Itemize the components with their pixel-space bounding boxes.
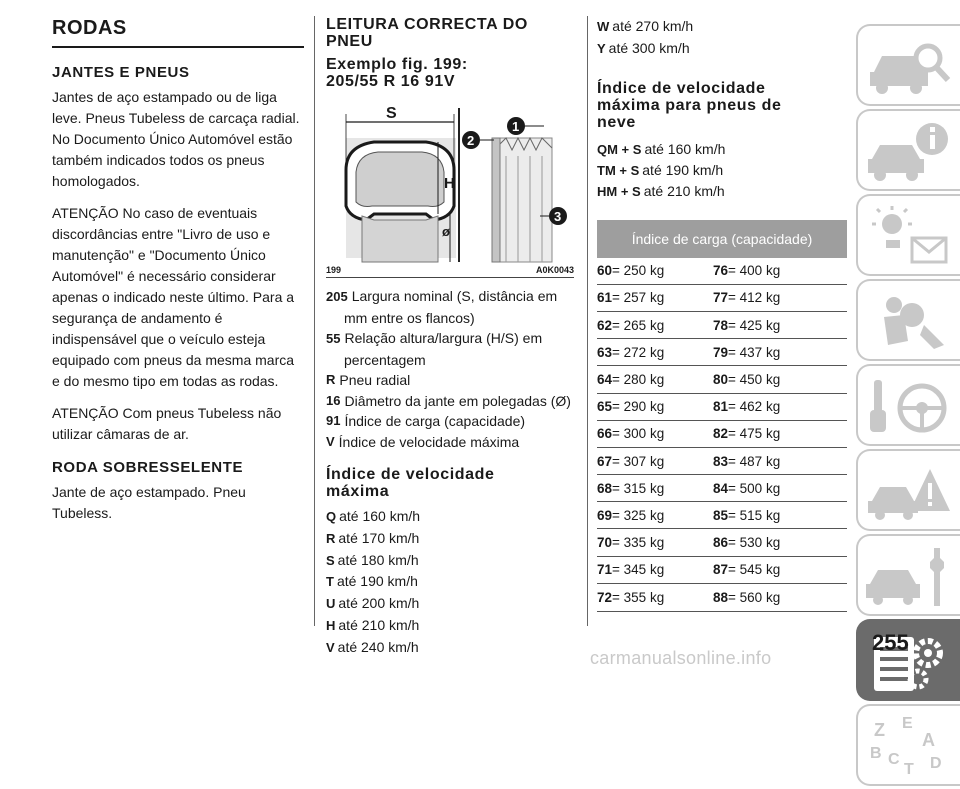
figure-caption	[326, 262, 574, 278]
load-index-cell	[713, 562, 829, 577]
load-index-key: 64	[597, 371, 613, 387]
definition-key: 55	[326, 331, 341, 346]
paragraph-warning-documents: ATENÇÃO No caso de eventuais discordâncias entre "Livro de uso e manutenção" e "Documento Único Automóvel" é necessário considerar apenas o indicado neste último. Para a segurança de andamento é indispensável que o veículo esteja equipado com pneus da mesma marca e do mesmo tipo em todas as rodas.	[52, 205, 295, 389]
figure-code: A0K0043	[535, 264, 574, 275]
load-index-value: = 515 kg	[728, 507, 781, 523]
load-index-cell	[597, 345, 713, 360]
airbag-safety-icon	[864, 285, 954, 359]
load-index-value: = 345 kg	[612, 562, 665, 578]
load-index-cell	[597, 562, 713, 577]
snow-speed-title-line2: máxima para pneus de	[597, 96, 782, 114]
load-index-key: 84	[713, 480, 729, 496]
definition-text: Diâmetro da jante em polegadas (Ø)	[344, 392, 571, 409]
page-number: 255	[872, 630, 909, 655]
load-index-key: 66	[597, 426, 613, 442]
load-index-key: 86	[713, 535, 729, 551]
load-index-row	[597, 339, 847, 366]
speed-item: U até 200 km/h	[326, 595, 420, 612]
load-index-key: 80	[713, 371, 729, 387]
paragraph-rims: Jantes de aço estampado ou de liga leve. Pneus Tubeless de carcaça radial. No Documento Único Automóvel estão também indicados todos os pneus homologados.	[52, 89, 300, 189]
speed-index-list	[326, 506, 576, 659]
paragraph-warning-tubeless: ATENÇÃO Com pneus Tubeless não utilizar câmaras de ar.	[52, 405, 282, 442]
load-index-cell	[597, 318, 713, 333]
load-index-cell	[713, 590, 829, 605]
load-index-key: 71	[597, 562, 613, 578]
load-index-key: 62	[597, 317, 613, 333]
load-index-row	[597, 394, 847, 421]
load-index-key: 77	[713, 290, 729, 306]
tab-car-maintenance[interactable]	[856, 534, 960, 616]
tab-dashboard-lights[interactable]	[856, 194, 960, 276]
tab-airbag-safety[interactable]	[856, 279, 960, 361]
definition-key: 91	[326, 413, 341, 428]
load-index-key: 61	[597, 290, 613, 306]
load-index-key: 70	[597, 535, 613, 551]
load-index-cell	[597, 590, 713, 605]
speed-item: H até 210 km/h	[326, 616, 420, 633]
subsection-title-rims-tyres: JANTES E PNEUS	[52, 64, 190, 81]
load-index-row	[597, 557, 847, 584]
definition-item	[326, 432, 576, 453]
example-title-line1: Exemplo fig. 199:	[326, 56, 468, 73]
load-index-cell	[597, 290, 713, 305]
load-index-cell	[713, 535, 829, 550]
speed-item: Y até 300 km/h	[597, 39, 690, 56]
load-index-cell	[713, 481, 829, 496]
load-index-cell	[597, 426, 713, 441]
load-index-value: = 487 kg	[728, 453, 781, 469]
callout-1: 1	[512, 119, 520, 134]
load-index-value: = 325 kg	[612, 507, 665, 523]
load-index-cell	[597, 535, 713, 550]
speed-item: S até 180 km/h	[326, 551, 419, 568]
speed-item: W até 270 km/h	[597, 18, 694, 34]
chapter-tabs-sidebar	[856, 24, 960, 789]
load-index-value: = 412 kg	[728, 290, 781, 306]
svg-text:C: C	[888, 751, 900, 768]
snow-speed-title-line3: neve	[597, 113, 636, 131]
speed-index-list-continued	[597, 16, 847, 60]
speed-item: R até 170 km/h	[326, 529, 420, 546]
load-index-value: = 450 kg	[728, 371, 781, 387]
column-tyre-reading	[326, 16, 576, 659]
tyre-cross-section-drawing	[326, 98, 574, 262]
figure-number: 199	[326, 264, 342, 275]
tab-car-info[interactable]	[856, 109, 960, 191]
paragraph-spare-wheel: Jante de aço estampado. Pneu Tubeless.	[52, 484, 246, 521]
load-index-key: 83	[713, 453, 729, 469]
load-index-key: 82	[713, 426, 729, 442]
column-divider	[314, 16, 315, 626]
definition-item	[326, 411, 576, 432]
load-index-cell	[597, 481, 713, 496]
load-index-value: = 500 kg	[728, 480, 781, 496]
load-index-value: = 462 kg	[728, 399, 781, 415]
snow-speed-title-line1: Índice de velocidade	[597, 79, 766, 97]
load-index-key: 68	[597, 480, 613, 496]
load-index-key: 69	[597, 507, 613, 523]
speed-item: V até 240 km/h	[326, 638, 419, 655]
svg-text:T: T	[904, 761, 914, 778]
load-index-row	[597, 258, 847, 285]
load-index-cell	[713, 508, 829, 523]
load-index-value: = 257 kg	[612, 290, 665, 306]
label-h: H	[444, 175, 455, 192]
label-s: S	[386, 105, 397, 122]
load-index-value: = 530 kg	[728, 535, 781, 551]
load-index-value: = 355 kg	[612, 589, 665, 605]
load-index-key: 65	[597, 399, 613, 415]
section-title: RODAS	[52, 16, 304, 48]
callout-2: 2	[467, 133, 475, 148]
definition-item	[326, 391, 576, 412]
load-index-value: = 300 kg	[612, 426, 665, 442]
load-index-row	[597, 421, 847, 448]
load-index-cell	[597, 399, 713, 414]
load-index-value: = 560 kg	[728, 589, 781, 605]
snow-speed-item: TM + S até 190 km/h	[597, 161, 724, 178]
load-index-value: = 425 kg	[728, 317, 781, 333]
load-index-value: = 280 kg	[612, 371, 665, 387]
definition-list	[326, 286, 576, 452]
definition-text: Relação altura/largura (H/S) em percentagem	[344, 330, 543, 368]
car-emergency-icon	[864, 455, 954, 529]
car-search-icon	[864, 30, 954, 104]
load-index-cell	[713, 372, 829, 387]
definition-key: 205	[326, 289, 348, 304]
load-index-value: = 272 kg	[612, 344, 665, 360]
tab-car-emergency[interactable]	[856, 449, 960, 531]
watermark: carmanualsonline.info	[590, 648, 772, 668]
load-index-cell	[713, 290, 829, 305]
load-index-cell	[713, 318, 829, 333]
tab-alphabet-index[interactable]	[856, 704, 960, 786]
load-index-row	[597, 475, 847, 502]
load-index-table-body	[597, 258, 847, 611]
speed-index-title-line2: máxima	[326, 483, 390, 500]
load-index-cell	[713, 454, 829, 469]
load-index-value: = 250 kg	[612, 263, 665, 279]
load-index-key: 88	[713, 589, 729, 605]
tab-steering-key[interactable]	[856, 364, 960, 446]
load-index-cell	[597, 508, 713, 523]
speed-item: Q até 160 km/h	[326, 508, 421, 524]
load-index-key: 85	[713, 507, 729, 523]
car-info-icon	[864, 115, 954, 189]
load-index-row	[597, 448, 847, 475]
section-title-tyre-reading: LEITURA CORRECTA DO PNEU	[326, 16, 528, 50]
load-index-value: = 335 kg	[612, 535, 665, 551]
load-index-value: = 307 kg	[612, 453, 665, 469]
snow-speed-item: HM + S até 210 km/h	[597, 182, 725, 199]
definition-text: Índice de carga (capacidade)	[344, 413, 526, 429]
speed-index-title-line1: Índice de velocidade	[326, 466, 495, 483]
definition-text: Pneu radial	[339, 372, 411, 388]
load-index-row	[597, 502, 847, 529]
column-indexes	[597, 16, 847, 631]
load-index-row	[597, 529, 847, 556]
car-maintenance-icon	[864, 540, 954, 614]
load-index-value: = 400 kg	[728, 263, 781, 279]
example-title-line2: 205/55 R 16 91V	[326, 73, 456, 90]
load-index-cell	[597, 263, 713, 278]
svg-text:B: B	[870, 745, 882, 762]
load-index-row	[597, 366, 847, 393]
load-index-value: = 475 kg	[728, 426, 781, 442]
load-index-row	[597, 312, 847, 339]
subsection-title-spare-wheel: RODA SOBRESSELENTE	[52, 459, 244, 476]
load-index-cell	[713, 263, 829, 278]
load-index-row	[597, 584, 847, 611]
load-index-row	[597, 285, 847, 312]
definition-key: 16	[326, 392, 341, 408]
definition-text: Largura nominal (S, distância em mm entre os flancos)	[344, 288, 558, 326]
definition-item	[326, 370, 576, 391]
load-index-cell	[713, 399, 829, 414]
load-index-key: 76	[713, 263, 729, 279]
tab-car-search[interactable]	[856, 24, 960, 106]
load-index-cell	[713, 426, 829, 441]
definition-key: V	[326, 433, 335, 449]
definition-key: R	[326, 372, 336, 387]
label-diameter: ø	[442, 224, 450, 239]
snow-speed-list	[597, 139, 847, 202]
load-index-key: 79	[713, 344, 729, 360]
load-index-value: = 290 kg	[612, 399, 665, 415]
load-index-value: = 265 kg	[612, 317, 665, 333]
column-wheels	[52, 16, 304, 524]
load-index-key: 67	[597, 453, 613, 469]
alphabet-index-icon	[864, 710, 954, 784]
svg-text:Z: Z	[874, 720, 885, 740]
load-index-key: 87	[713, 562, 729, 578]
svg-text:A: A	[922, 730, 935, 750]
table-bottom-rule	[597, 611, 847, 631]
load-index-cell	[597, 372, 713, 387]
definition-item	[326, 286, 576, 328]
svg-text:E: E	[902, 715, 913, 732]
tyre-section-figure	[326, 98, 574, 278]
callout-3: 3	[554, 209, 562, 224]
load-index-key: 72	[597, 589, 613, 605]
column-divider	[587, 16, 588, 626]
load-index-table	[597, 220, 847, 631]
steering-key-icon	[864, 370, 954, 444]
load-index-value: = 545 kg	[728, 562, 781, 578]
load-index-key: 60	[597, 263, 613, 279]
load-index-value: = 315 kg	[612, 480, 665, 496]
load-index-cell	[713, 345, 829, 360]
definition-text: Índice de velocidade máxima	[338, 433, 520, 450]
load-index-value: = 437 kg	[728, 344, 781, 360]
speed-item: T até 190 km/h	[326, 573, 418, 590]
load-index-cell	[597, 454, 713, 469]
dashboard-lights-icon	[864, 200, 954, 274]
load-index-key: 81	[713, 399, 729, 415]
definition-item	[326, 328, 576, 370]
snow-speed-item: QM + S até 160 km/h	[597, 140, 726, 157]
svg-text:D: D	[930, 755, 942, 772]
load-index-key: 63	[597, 344, 613, 360]
load-index-table-header: Índice de carga (capacidade)	[597, 220, 847, 258]
load-index-key: 78	[713, 317, 729, 333]
